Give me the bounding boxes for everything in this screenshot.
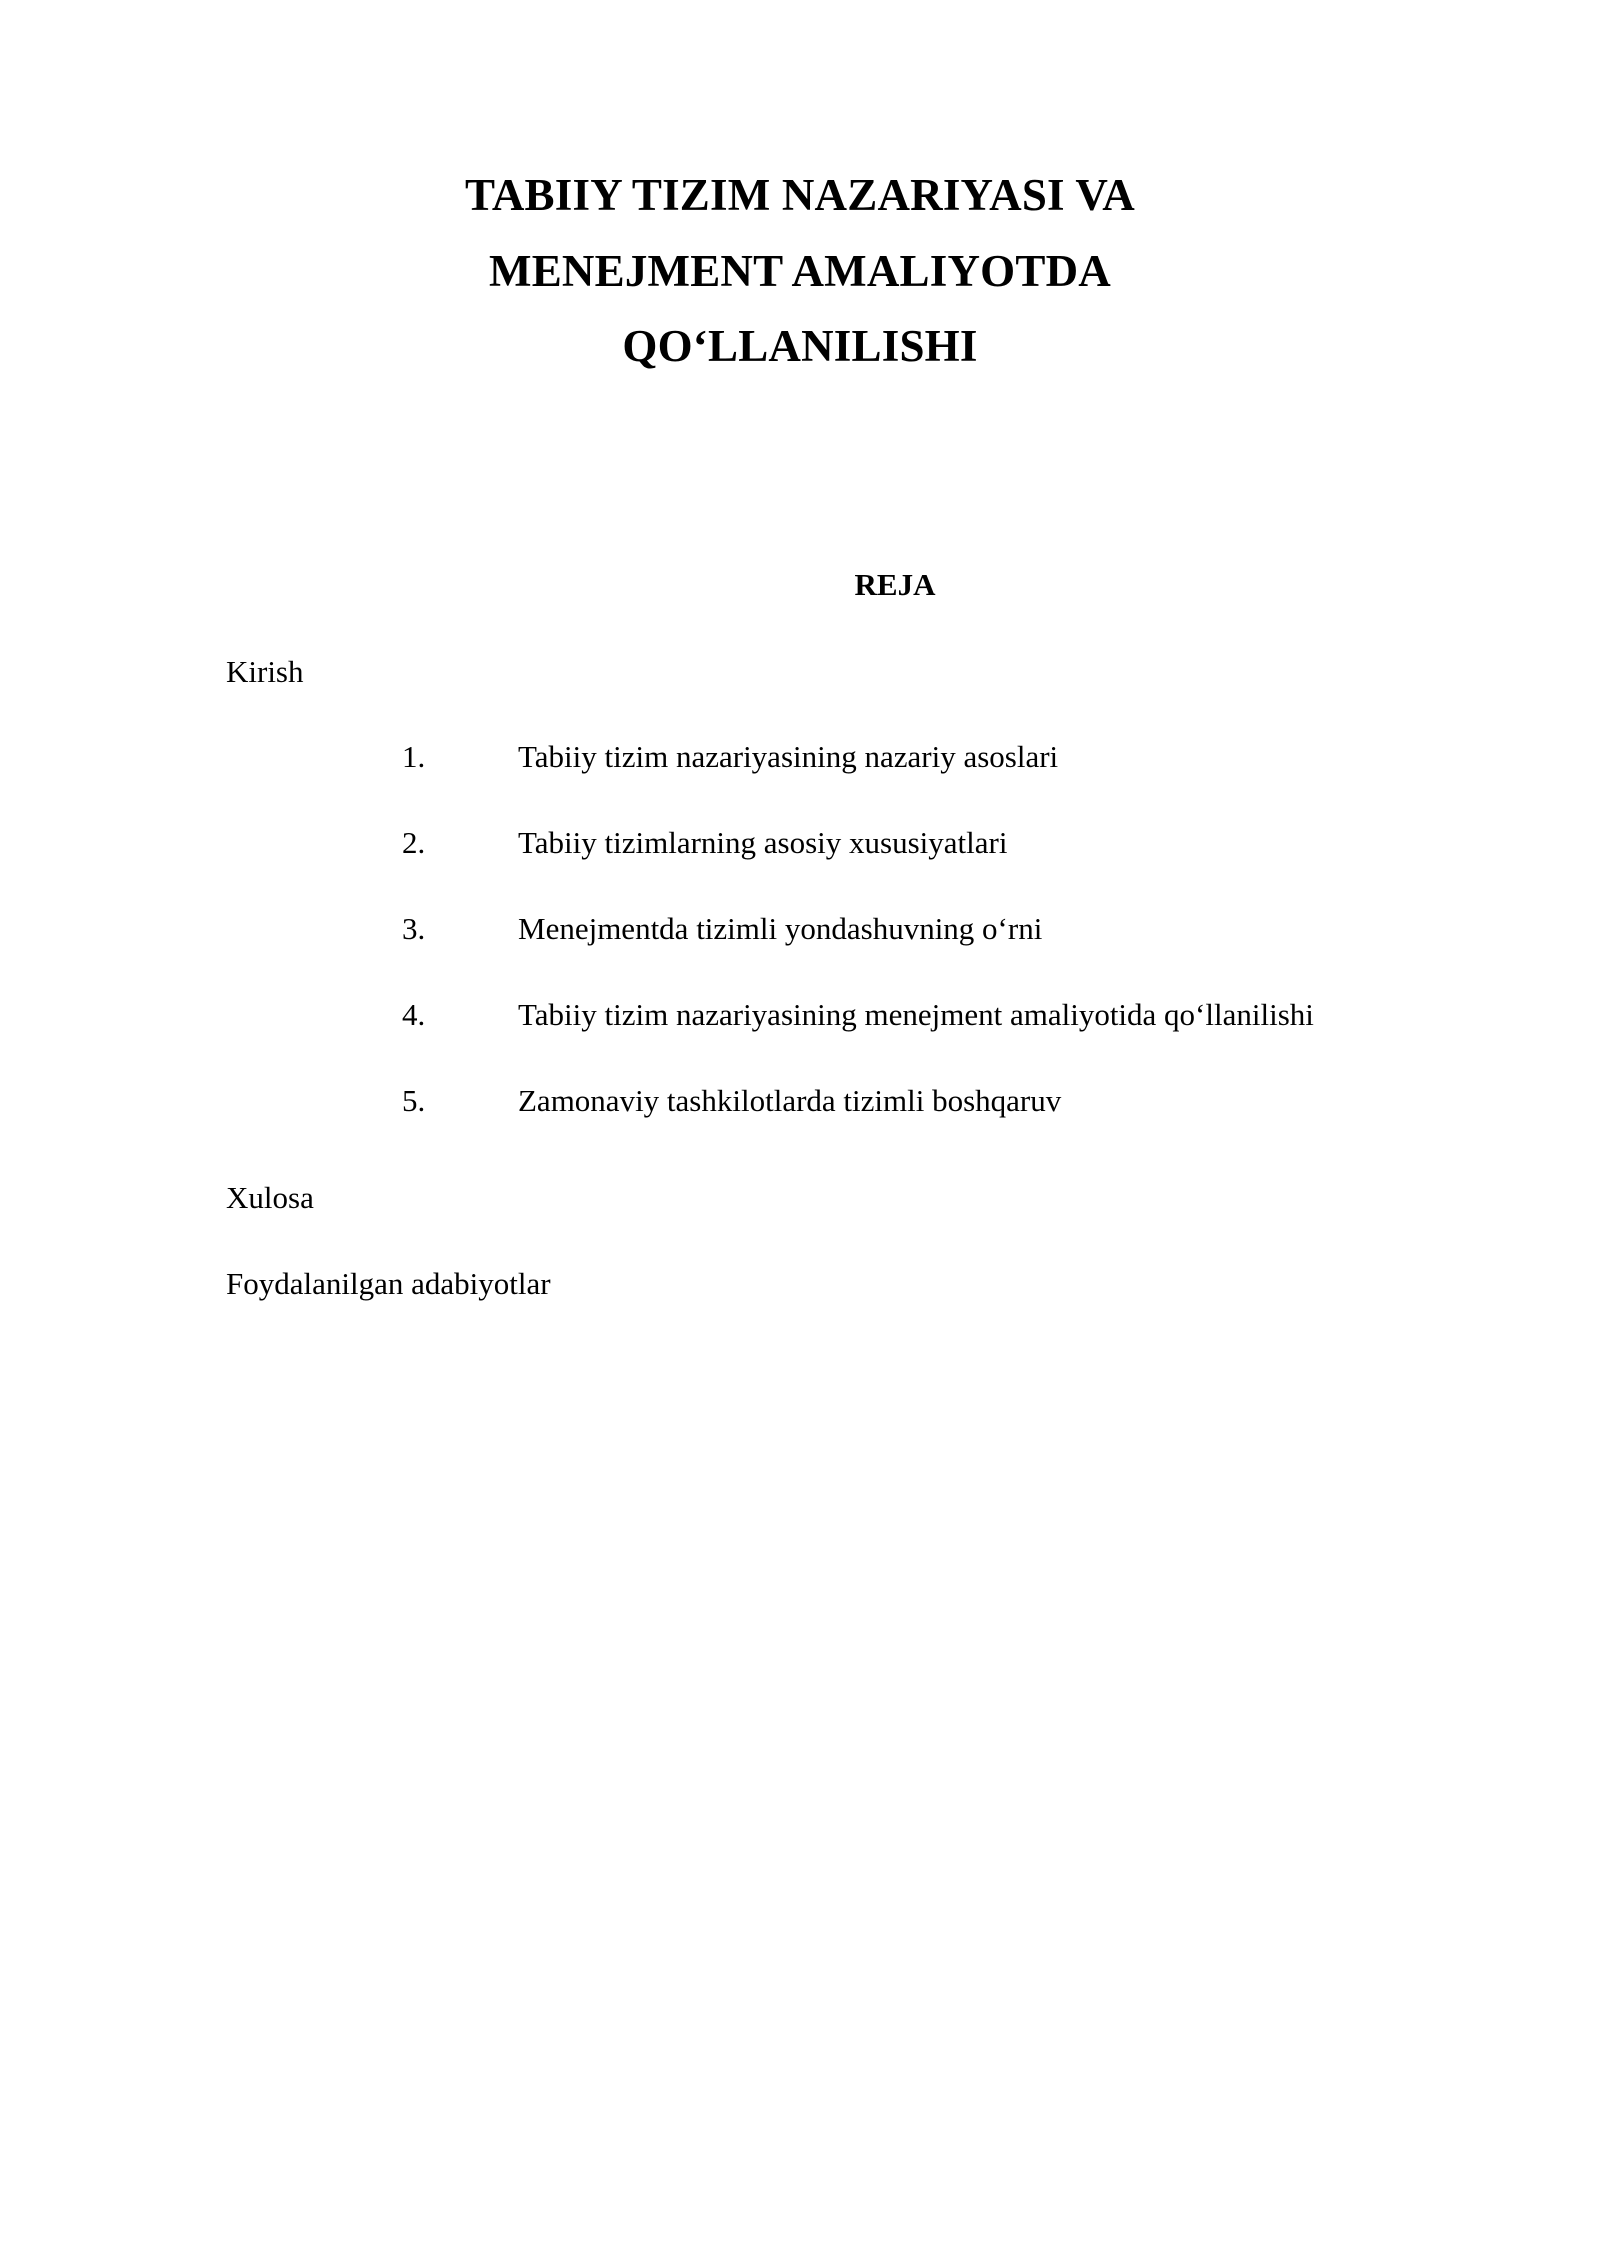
- list-item: [226, 821, 1546, 907]
- list-item-label: Menejmentda tizimli yondashuvning o‘rni: [518, 911, 1043, 946]
- list-item-number: 5.: [402, 1083, 426, 1118]
- list-item-label: Tabiiy tizim nazariyasining menejment amaliyotida qo‘llanilishi: [518, 997, 1314, 1032]
- plan-list: [226, 735, 1546, 1165]
- title-line-3: QO‘LLANILISHI: [622, 321, 978, 372]
- list-item-label: Tabiiy tizimlarning asosiy xususiyatlari: [518, 825, 1008, 860]
- page-title: [240, 158, 1360, 385]
- list-item: [226, 735, 1546, 821]
- list-item-number: 2.: [402, 825, 426, 860]
- list-item: [226, 907, 1546, 993]
- title-line-1: TABIIY TIZIM NAZARIYASI VA: [464, 170, 1135, 221]
- title-line-2: MENEJMENT AMALIYOTDA: [489, 245, 1111, 296]
- conclusion-label: Xulosa: [226, 1180, 314, 1215]
- list-item: [226, 1079, 1546, 1165]
- list-item-number: 1.: [402, 739, 426, 774]
- intro-label: Kirish: [226, 654, 304, 689]
- list-item: [226, 993, 1546, 1079]
- list-item-number: 4.: [402, 997, 426, 1032]
- list-item-number: 3.: [402, 911, 426, 946]
- plan-heading: REJA: [854, 567, 936, 602]
- list-item-label: Tabiiy tizim nazariyasining nazariy asoslari: [518, 739, 1059, 774]
- references-label: Foydalanilgan adabiyotlar: [226, 1266, 551, 1301]
- list-item-label: Zamonaviy tashkilotlarda tizimli boshqaruv: [518, 1083, 1062, 1118]
